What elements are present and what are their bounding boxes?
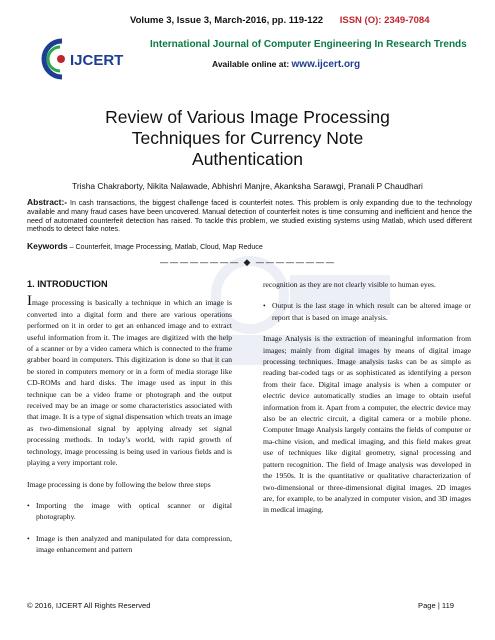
analysis-paragraph: Image Analysis is the extraction of meaningful information from images; mainly from digital images by means of digital image processing techniques. Image analysis tasks can be as simple as reading bar-coded tags or as sophisticated as identifying a person from their face. Digital image analysis is when a computer or electric device automatically studies an image to obtain useful information from it. Apart from a computer, the electric device may also be an electric circuit, a digital camera or a mobile phone. Computer Image Analysis largely contains the fields of computer or ma-chine vision, and medical imaging, and this field makes great use of techniques like digital geometry, signal processing and pattern recognition. The field of Image analysis was developed in the 1950s. It is the quantitative or qualitative characterization of two-dimensional or three-dimensional digital images. 2D images are, for example, to be analyzed in computer vision, and 3D images in medical imaging. [263,334,471,515]
journal-name: International Journal of Computer Engineering In Research Trends [150,39,467,50]
logo-text: IJCERT [70,52,124,69]
bullet-item: • Output is the last stage in which result can be altered image or report that is based on image analysis. [263,300,471,323]
abstract-label: Abstract:- [27,197,68,207]
keywords [27,241,472,251]
bullet-item: • Image is then analyzed and manipulated for data compression, image enhancement and pattern [27,533,232,556]
keywords-text: – Counterfeit, Image Processing, Matlab, Cloud, Map Reduce [67,243,263,251]
volume-text: Volume 3, Issue 3, March-2016, pp. 119-122 [130,15,324,26]
section-divider: ———————— ◆ ———————— [159,258,336,268]
title-line: Authentication [192,149,303,169]
abstract [27,198,472,234]
bullet-item: • Importing the image with optical scanner or digital photography. [27,500,232,523]
journal-url[interactable]: www.ijcert.org [291,59,361,70]
issn-text: ISSN (O): 2349-7084 [339,15,430,26]
drop-cap: I [27,293,32,310]
paper-title [60,107,435,170]
keywords-label: Keywords [27,241,68,251]
footer-page-number: Page | 119 [418,601,455,610]
steps-intro: Image processing is done by following the below three steps [27,479,211,489]
volume-issue-line [130,15,470,26]
journal-logo [36,33,128,83]
intro-text: mage processing is basically a technique in which an image is converted into a digital form and there are various operations performed on it in order to get an enhanced image and to extract useful information from it. The images are digitized with the help of a scanner or by a video camera which is connected to the frame grabber board in computers. This digitization is done so that it can be stored in computers memory or in a form of media storage like CD-ROMs and hard disks. The image used as input in this technique can be a video frame or photograph and the output received may be an image or some characteristics associated with that image. It is a type of signal dispensation which treats an image as two-dimensional signal by applying already set signal processing methods. In today’s world, with rapid growth of technology, image processing is being used in various fields and is playing a very important role. [27,298,232,468]
available-online [212,59,360,70]
title-line: Review of Various Image Processing [105,107,390,127]
right-column [263,279,471,526]
left-column [27,279,232,566]
author-list: Trisha Chakraborty, Nikita Nalawade, Abhishri Manjre, Akanksha Sarawgi, Pranali P Chaudhari [72,181,423,191]
section-heading: 1. INTRODUCTION [27,279,108,289]
intro-paragraph [27,293,232,468]
available-prefix: Available online at: [212,59,290,69]
abstract-text: In cash transactions, the biggest challenge faced is counterfeit notes. This problem is only expanding due to the technology available and many fraud cases have been uncovered. Manual detection of counterfeit notes is time consuming and inefficient and hence the need of automated counterfeit detection has raised. To tackle this problem, we studied existing systems using Matlab, which used different methods to detect fake notes. [27,199,472,234]
footer-copyright: © 2016, IJCERT All Rights Reserved [27,601,151,610]
bullet-continuation: recognition as they are not clearly visible to human eyes. [263,280,436,289]
title-line: Techniques for Currency Note [131,128,364,148]
